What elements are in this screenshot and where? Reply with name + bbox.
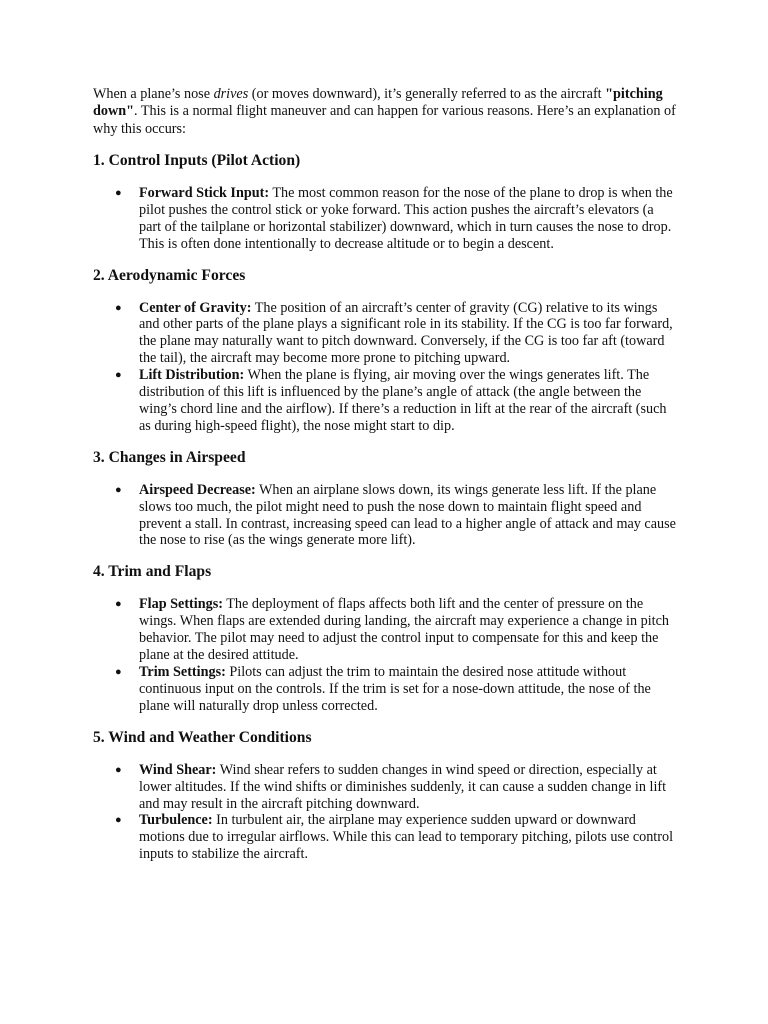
bullet-icon: ● — [115, 814, 122, 827]
item-text: The position of an aircraft’s center of gravity (CG) relative to its wings and other parts of the plane plays a significant role in its stability. If the CG is too far forward, the plane may naturally want to pitch downward. Conversely, if the CG is too far aft (toward the tail), the aircraft may become more prone to pitching upward. — [139, 299, 673, 367]
list-item — [93, 482, 678, 550]
list-item — [93, 762, 678, 813]
list-item — [93, 664, 678, 715]
item-term: Airspeed Decrease: — [139, 481, 256, 498]
section-heading: 3. Changes in Airspeed — [93, 448, 246, 466]
section-changes-in-airspeed — [93, 449, 678, 550]
bullet-list — [93, 596, 678, 714]
item-text: Pilots can adjust the trim to maintain the desired nose attitude without continuous input on the controls. If the trim is set for a nose-down attitude, the nose of the plane will naturally drop unless corrected. — [139, 664, 651, 714]
section-heading: 4. Trim and Flaps — [93, 563, 212, 581]
item-term: Flap Settings: — [139, 596, 223, 613]
bullet-icon: ● — [115, 763, 122, 776]
bullet-list — [93, 300, 678, 435]
list-item — [93, 812, 678, 863]
bullet-icon: ● — [115, 301, 122, 314]
bullet-list — [93, 185, 678, 253]
section-heading: 5. Wind and Weather Conditions — [93, 728, 312, 746]
list-item — [93, 300, 678, 368]
intro-text-2: (or moves downward), it’s generally referred to as the aircraft — [248, 86, 606, 102]
item-term: Center of Gravity: — [139, 299, 252, 316]
bullet-icon: ● — [115, 369, 122, 382]
item-text: When an airplane slows down, its wings generate less lift. If the plane slows too much, the pilot might need to push the nose down to maintain flight speed and prevent a stall. In contrast, increasing speed can lead to a higher angle of attack and may cause the nose to rise (as the wings generate more lift). — [139, 481, 676, 549]
intro-italic: drives — [213, 86, 249, 102]
list-item — [93, 596, 678, 664]
section-aerodynamic-forces — [93, 267, 678, 435]
item-text: In turbulent air, the airplane may experience sudden upward or downward motions due to irregular airflows. While this can lead to temporary pitching, pilots use control inputs to stabilize the aircraft. — [139, 812, 674, 863]
section-trim-and-flaps — [93, 563, 678, 714]
bullet-icon: ● — [115, 186, 122, 199]
item-text: The most common reason for the nose of the plane to drop is when the pilot pushes the control stick or yoke forward. This action pushes the aircraft’s elevators (a part of the tailplane or horizontal stabilizer) downward, which in turn causes the nose to drop. This is often done intentionally to decrease altitude or to begin a descent. — [139, 184, 673, 252]
item-term: Forward Stick Input: — [139, 184, 270, 201]
intro-text-1: When a plane’s nose — [93, 86, 214, 102]
item-term: Lift Distribution: — [139, 367, 245, 384]
list-item — [93, 367, 678, 435]
bullet-list — [93, 762, 678, 863]
bullet-list — [93, 482, 678, 550]
bullet-icon: ● — [115, 666, 122, 679]
intro-paragraph — [93, 86, 678, 138]
item-text: When the plane is flying, air moving over the wings generates lift. The distribution of this lift is influenced by the plane’s angle of attack (the angle between the wing’s chord line and the airflow). If there’s a reduction in lift at the rear of the aircraft (such as during high-speed flight), the nose might start to dip. — [139, 367, 667, 434]
intro-text-3: . This is a normal flight maneuver and can happen for various reasons. Here’s an explanation of why this occurs: — [93, 103, 676, 137]
item-text: Wind shear refers to sudden changes in wind speed or direction, especially at lower altitudes. If the wind shifts or diminishes suddenly, it can cause a sudden change in lift and may result in the aircraft pitching downward. — [139, 761, 667, 812]
intro-bold: "pitching down" — [93, 86, 663, 120]
item-term: Trim Settings: — [139, 664, 226, 681]
section-heading: 1. Control Inputs (Pilot Action) — [93, 151, 301, 169]
item-term: Wind Shear: — [139, 761, 217, 778]
bullet-icon: ● — [115, 598, 122, 611]
section-control-inputs — [93, 152, 678, 253]
list-item — [93, 185, 678, 253]
section-heading: 2. Aerodynamic Forces — [93, 266, 246, 284]
section-wind-and-weather — [93, 729, 678, 863]
bullet-icon: ● — [115, 483, 122, 496]
item-term: Turbulence: — [139, 812, 213, 829]
item-text: The deployment of flaps affects both lift and the center of pressure on the wings. When flaps are extended during landing, the aircraft may experience a change in pitch behavior. The pilot may need to adjust the control input to compensate for this and keep the plane at the desired attitude. — [139, 596, 669, 664]
